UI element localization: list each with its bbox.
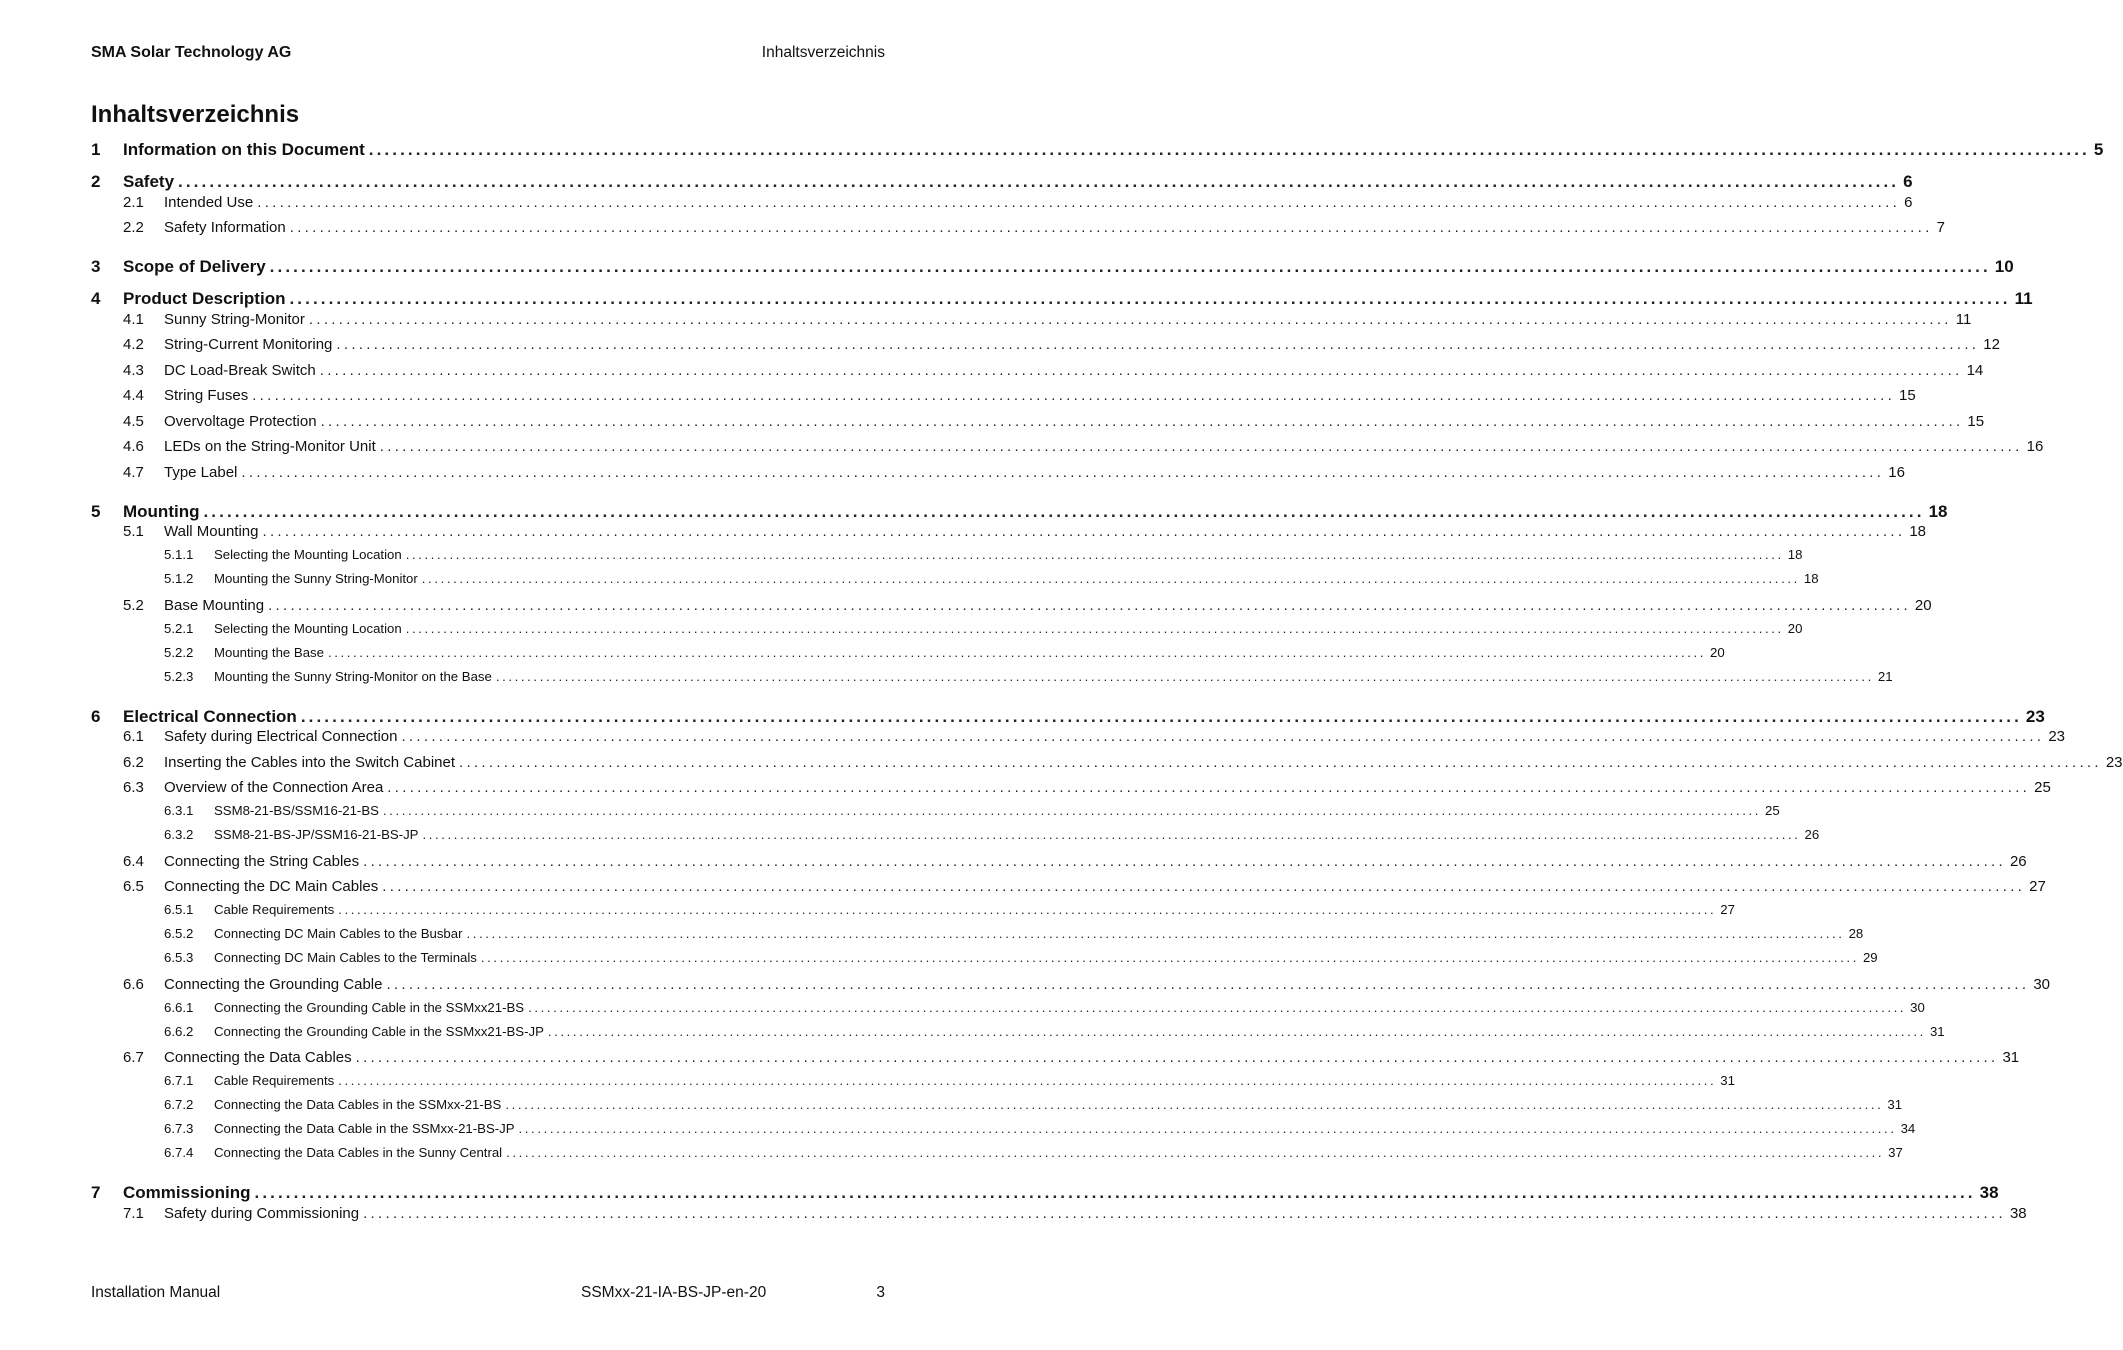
- toc-leader-dots: ............................................................................................................................................................................................................................: [178, 172, 1900, 191]
- toc-entry-number: 5.2.2: [164, 644, 194, 660]
- toc-entry[interactable]: [91, 257, 2014, 277]
- toc-entry-number: 6.3.2: [164, 827, 194, 842]
- toc-entry-title: Scope of Delivery: [123, 257, 266, 276]
- toc-leader-dots: ............................................................................................................................................................................................................................: [506, 1145, 1885, 1160]
- toc-entry-number: 4.3: [123, 361, 144, 379]
- toc-leader-dots: ............................................................................................................................................................................................................................: [518, 1121, 1897, 1136]
- toc-entry-title: SSM8-21-BS-JP/SSM16-21-BS-JP: [214, 827, 419, 842]
- toc-entry-title: Overview of the Connection Area: [164, 779, 384, 796]
- toc-entry-number: 5.2.1: [164, 620, 194, 636]
- toc-entry-number: 4.4: [123, 387, 144, 404]
- toc-entry-title: Mounting the Sunny String-Monitor: [214, 571, 418, 586]
- toc-entry-page: 23: [2048, 728, 2065, 745]
- header-section: Inhaltsverzeichnis: [761, 44, 885, 61]
- toc-entry-title: Connecting the DC Main Cables: [164, 878, 379, 895]
- toc-entry-page: 27: [2029, 878, 2046, 895]
- toc-entry[interactable]: [91, 803, 1780, 818]
- toc-entry-number: 6.6: [123, 975, 144, 993]
- toc-entry[interactable]: [91, 523, 1927, 540]
- toc-leader-dots: ............................................................................................................................................................................................................................: [257, 193, 1901, 211]
- toc-leader-dots: ............................................................................................................................................................................................................................: [319, 361, 1963, 379]
- toc-entry[interactable]: [91, 289, 2033, 309]
- toc-entry-title: Connecting the Grounding Cable in the SSMxx21-BS-JP: [214, 1023, 544, 1039]
- toc-entry[interactable]: [91, 1183, 1999, 1203]
- toc-entry-page: 20: [1787, 620, 1803, 636]
- toc-leader-dots: ............................................................................................................................................................................................................................: [327, 644, 1707, 660]
- header-company: SMA Solar Technology AG: [91, 44, 292, 61]
- toc-entry-number: 6.3: [123, 779, 144, 796]
- toc-entry-page: 23: [2025, 706, 2045, 726]
- toc-entry-page: 6: [1904, 193, 1913, 211]
- toc-entry-number: 4.6: [123, 438, 144, 455]
- toc-entry-number: 6.2: [123, 753, 144, 771]
- toc-entry-title: Mounting: [123, 501, 200, 521]
- toc-entry-page: 10: [1994, 257, 2014, 276]
- toc-entry-page: 26: [2009, 852, 2027, 870]
- toc-entry[interactable]: [91, 1145, 1903, 1160]
- toc-leader-dots: ............................................................................................................................................................................................................................: [421, 571, 1800, 586]
- toc-entry-number: 6.4: [123, 852, 144, 870]
- toc-entry-page: 12: [1983, 336, 2000, 353]
- toc-entry-title: Base Mounting: [164, 596, 265, 614]
- toc-leader-dots: ............................................................................................................................................................................................................................: [401, 728, 2045, 745]
- toc-entry-page: 31: [2002, 1049, 2020, 1066]
- toc-leader-dots: ............................................................................................................................................................................................................................: [320, 412, 1964, 430]
- toc-entry-page: 31: [1887, 1097, 1903, 1112]
- toc-entry-page: 7: [1936, 219, 1945, 236]
- toc-leader-dots: ............................................................................................................................................................................................................................: [308, 310, 1952, 328]
- toc-entry-number: 6.6.2: [164, 1023, 194, 1039]
- toc-entry-page: 23: [2105, 753, 2123, 771]
- toc-leader-dots: ............................................................................................................................................................................................................................: [386, 975, 2030, 993]
- toc-entry-title: Connecting the Grounding Cable in the SSMxx21-BS: [214, 999, 525, 1015]
- toc-entry-title: Connecting the Grounding Cable: [164, 975, 383, 993]
- toc-entry-page: 27: [1720, 902, 1735, 917]
- toc-leader-dots: ............................................................................................................................................................................................................................: [300, 706, 2022, 726]
- toc-entry-number: 5.1.2: [164, 571, 194, 586]
- toc-entry-page: 16: [2026, 438, 2044, 455]
- page-title: Inhaltsverzeichnis: [91, 101, 300, 128]
- toc-entry-page: 5: [2093, 140, 2104, 159]
- toc-leader-dots: ............................................................................................................................................................................................................................: [254, 1183, 1976, 1202]
- toc-entry-number: 5.1.1: [164, 547, 194, 562]
- toc-entry-page: 21: [1877, 668, 1893, 684]
- toc-entry-title: Wall Mounting: [164, 523, 259, 540]
- toc-entry-title: Connecting DC Main Cables to the Busbar: [214, 926, 463, 941]
- toc-entry-number: 5.2: [123, 596, 144, 614]
- toc-leader-dots: ............................................................................................................................................................................................................................: [466, 926, 1845, 941]
- toc-entry-number: 6.7.2: [164, 1097, 194, 1112]
- toc-entry-number: 5.1: [123, 523, 144, 540]
- toc-entry[interactable]: [91, 644, 1725, 660]
- toc-entry-title: Cable Requirements: [214, 1073, 335, 1088]
- toc-entry-number: 4.1: [123, 310, 144, 328]
- toc-entry-number: 2.1: [123, 193, 144, 211]
- toc-leader-dots: ............................................................................................................................................................................................................................: [495, 668, 1874, 684]
- toc-entry-title: Safety during Electrical Connection: [164, 728, 398, 745]
- toc-entry-page: 31: [1929, 1023, 1945, 1039]
- toc-entry-page: 20: [1914, 596, 1932, 614]
- toc-leader-dots: ............................................................................................................................................................................................................................: [241, 463, 1885, 481]
- toc-leader-dots: ............................................................................................................................................................................................................................: [203, 501, 1925, 521]
- toc-entry-page: 38: [1979, 1183, 1999, 1202]
- toc-entry-page: 20: [1710, 644, 1725, 660]
- toc-entry-page: 30: [1910, 999, 1925, 1015]
- toc-entry-page: 11: [2014, 289, 2033, 308]
- toc-entry-title: Cable Requirements: [214, 902, 335, 917]
- toc-entry-number: 7: [91, 1183, 101, 1202]
- toc-entry-title: Type Label: [164, 463, 238, 481]
- toc-entry-number: 6.7: [123, 1049, 144, 1066]
- toc-entry-title: Connecting the Data Cables in the SSMxx-21-BS: [214, 1097, 502, 1112]
- toc-leader-dots: ............................................................................................................................................................................................................................: [405, 547, 1784, 562]
- toc-leader-dots: ............................................................................................................................................................................................................................: [338, 902, 1717, 917]
- toc-entry-page: 15: [1967, 412, 1985, 430]
- toc-entry[interactable]: [91, 852, 2027, 870]
- toc-entry-title: Selecting the Mounting Location: [214, 620, 402, 636]
- toc-entry-page: 18: [1909, 523, 1927, 540]
- toc-entry-page: 15: [1899, 387, 1916, 404]
- toc-leader-dots: ............................................................................................................................................................................................................................: [363, 1204, 2006, 1222]
- toc-entry-number: 4.7: [123, 463, 144, 481]
- toc-entry-title: SSM8-21-BS/SSM16-21-BS: [214, 803, 379, 818]
- toc-leader-dots: ............................................................................................................................................................................................................................: [547, 1023, 1926, 1039]
- toc-entry-number: 6.7.1: [164, 1073, 194, 1088]
- toc-entry[interactable]: [91, 878, 2046, 895]
- toc-entry-title: Safety during Commissioning: [164, 1204, 360, 1222]
- toc-entry[interactable]: [91, 463, 1905, 481]
- toc-leader-dots: ............................................................................................................................................................................................................................: [262, 523, 1906, 540]
- toc-entry-page: 25: [2034, 779, 2051, 796]
- toc-entry-page: 30: [2033, 975, 2051, 993]
- toc-leader-dots: ............................................................................................................................................................................................................................: [505, 1097, 1884, 1112]
- toc-entry[interactable]: [91, 571, 1819, 586]
- toc-entry-title: Overvoltage Protection: [164, 412, 317, 430]
- toc-entry[interactable]: [91, 140, 2104, 160]
- toc-entry[interactable]: [91, 387, 1916, 404]
- toc-entry[interactable]: [91, 501, 1948, 522]
- toc-entry-number: 1: [91, 140, 101, 159]
- toc-leader-dots: ............................................................................................................................................................................................................................: [379, 438, 2023, 455]
- toc-entry-title: Connecting the Data Cable in the SSMxx-21-BS-JP: [214, 1121, 515, 1136]
- toc-entry-number: 5.2.3: [164, 668, 194, 684]
- toc-entry[interactable]: [91, 950, 1878, 965]
- toc-entry-number: 4.2: [123, 336, 144, 353]
- toc-entry-number: 7.1: [123, 1204, 144, 1222]
- toc-entry[interactable]: [91, 728, 2065, 745]
- toc-entry[interactable]: [91, 336, 2000, 353]
- toc-entry-title: Connecting the String Cables: [164, 852, 360, 870]
- toc-entry[interactable]: [91, 193, 1913, 211]
- toc-leader-dots: ............................................................................................................................................................................................................................: [289, 289, 2011, 308]
- footer-page-number: 3: [876, 1284, 885, 1301]
- toc-entry-page: 37: [1888, 1145, 1903, 1160]
- toc-entry[interactable]: [91, 1121, 1916, 1136]
- toc-entry[interactable]: [91, 706, 2045, 727]
- toc-entry-title: Product Description: [123, 289, 286, 308]
- toc-entry[interactable]: [91, 1073, 1735, 1088]
- toc-entry-title: LEDs on the String-Monitor Unit: [164, 438, 376, 455]
- toc-entry-number: 3: [91, 257, 101, 276]
- toc-entry[interactable]: [91, 310, 1972, 328]
- toc-entry[interactable]: [91, 596, 1932, 614]
- toc-entry-page: 25: [1764, 803, 1780, 818]
- toc-leader-dots: ............................................................................................................................................................................................................................: [382, 878, 2026, 895]
- toc-entry-number: 6.6.1: [164, 999, 194, 1015]
- toc-entry-page: 29: [1862, 950, 1878, 965]
- toc-leader-dots: ............................................................................................................................................................................................................................: [480, 950, 1859, 965]
- toc-entry[interactable]: [91, 547, 1803, 562]
- toc-leader-dots: ............................................................................................................................................................................................................................: [382, 803, 1761, 818]
- toc-leader-dots: ............................................................................................................................................................................................................................: [459, 753, 2102, 771]
- toc-entry[interactable]: [91, 361, 1984, 379]
- toc-entry-page: 18: [1803, 571, 1819, 586]
- toc-entry-page: 14: [1966, 361, 1984, 379]
- toc-entry-number: 6.5.2: [164, 926, 194, 941]
- toc-entry-page: 18: [1787, 547, 1803, 562]
- toc-entry-page: 16: [1888, 463, 1905, 481]
- toc-leader-dots: ............................................................................................................................................................................................................................: [338, 1073, 1717, 1088]
- toc-leader-dots: ............................................................................................................................................................................................................................: [355, 1049, 1999, 1066]
- toc-entry-page: 11: [1955, 310, 1972, 328]
- toc-leader-dots: ............................................................................................................................................................................................................................: [289, 219, 1933, 236]
- toc-entry-title: Commissioning: [123, 1183, 251, 1202]
- footer-doc-id: SSMxx-21-IA-BS-JP-en-20: [581, 1284, 767, 1301]
- toc-entry-title: Information on this Document: [123, 140, 365, 159]
- toc-entry-title: Inserting the Cables into the Switch Cabinet: [164, 753, 455, 771]
- footer-manual: Installation Manual: [91, 1284, 221, 1301]
- toc-leader-dots: ............................................................................................................................................................................................................................: [252, 387, 1896, 404]
- toc-entry[interactable]: [91, 219, 1945, 236]
- toc-entry-number: 6.7.3: [164, 1121, 194, 1136]
- toc-entry[interactable]: [91, 1204, 2027, 1222]
- toc-entry-page: 38: [2009, 1204, 2027, 1222]
- toc-leader-dots: ............................................................................................................................................................................................................................: [387, 779, 2031, 796]
- toc-entry[interactable]: [91, 902, 1735, 917]
- toc-entry-title: Connecting DC Main Cables to the Terminals: [214, 950, 477, 965]
- toc-entry-title: Safety Information: [164, 219, 286, 236]
- toc-entry-page: 28: [1848, 926, 1864, 941]
- toc-entry[interactable]: [91, 412, 1985, 430]
- toc-entry-title: DC Load-Break Switch: [164, 361, 316, 379]
- toc-entry[interactable]: [91, 172, 1913, 192]
- toc-entry[interactable]: [91, 1023, 1945, 1039]
- toc-entry[interactable]: [91, 620, 1803, 636]
- toc-entry-title: Mounting the Sunny String-Monitor on the Base: [214, 668, 492, 684]
- toc-entry-title: String-Current Monitoring: [164, 336, 333, 353]
- toc-entry-title: Intended Use: [164, 193, 254, 211]
- toc-entry[interactable]: [91, 753, 2123, 771]
- toc-entry[interactable]: [91, 438, 2044, 455]
- toc-leader-dots: ............................................................................................................................................................................................................................: [269, 257, 1991, 276]
- toc-entry-page: 6: [1903, 172, 1913, 191]
- toc-leader-dots: ............................................................................................................................................................................................................................: [528, 999, 1907, 1015]
- toc-entry-number: 6.1: [123, 728, 144, 745]
- toc-entry-number: 5: [91, 501, 101, 521]
- toc-entry[interactable]: [91, 668, 1893, 684]
- toc-entry[interactable]: [91, 779, 2051, 796]
- toc-leader-dots: ............................................................................................................................................................................................................................: [268, 596, 1911, 614]
- toc-entry-title: Connecting the Data Cables: [164, 1049, 352, 1066]
- toc-entry-number: 6: [91, 706, 101, 726]
- toc-entry[interactable]: [91, 999, 1925, 1015]
- toc-entry-number: 2: [91, 172, 101, 191]
- toc-entry-title: Mounting the Base: [214, 644, 324, 660]
- toc-leader-dots: ............................................................................................................................................................................................................................: [422, 827, 1801, 842]
- toc-entry[interactable]: [91, 827, 1820, 842]
- toc-entry[interactable]: [91, 1097, 1903, 1112]
- toc-entry-number: 6.7.4: [164, 1145, 194, 1160]
- toc-entry-page: 34: [1900, 1121, 1916, 1136]
- toc-entry-title: String Fuses: [164, 387, 249, 404]
- toc-leader-dots: ............................................................................................................................................................................................................................: [368, 140, 2090, 159]
- toc-leader-dots: ............................................................................................................................................................................................................................: [405, 620, 1784, 636]
- toc-entry-number: 4.5: [123, 412, 144, 430]
- toc-entry-page: 18: [1928, 501, 1948, 521]
- toc-entry-title: Safety: [123, 172, 175, 191]
- toc-entry-number: 6.5.3: [164, 950, 194, 965]
- toc-entry[interactable]: [91, 926, 1864, 941]
- toc-entry-number: 6.5.1: [164, 902, 194, 917]
- toc-entry-title: Sunny String-Monitor: [164, 310, 305, 328]
- toc-entry-title: Electrical Connection: [123, 706, 297, 726]
- toc-entry[interactable]: [91, 1049, 2020, 1066]
- toc-entry-title: Connecting the Data Cables in the Sunny Central: [214, 1145, 503, 1160]
- toc-entry-page: 31: [1720, 1073, 1735, 1088]
- toc-entry-number: 6.3.1: [164, 803, 194, 818]
- toc-entry-number: 6.5: [123, 878, 144, 895]
- toc-entry-title: Selecting the Mounting Location: [214, 547, 402, 562]
- toc-entry-number: 2.2: [123, 219, 144, 236]
- toc-entry-number: 4: [91, 289, 101, 308]
- toc-entry[interactable]: [91, 975, 2051, 993]
- toc-entry-page: 26: [1804, 827, 1820, 842]
- toc-leader-dots: ............................................................................................................................................................................................................................: [336, 336, 1980, 353]
- toc-leader-dots: ............................................................................................................................................................................................................................: [363, 852, 2006, 870]
